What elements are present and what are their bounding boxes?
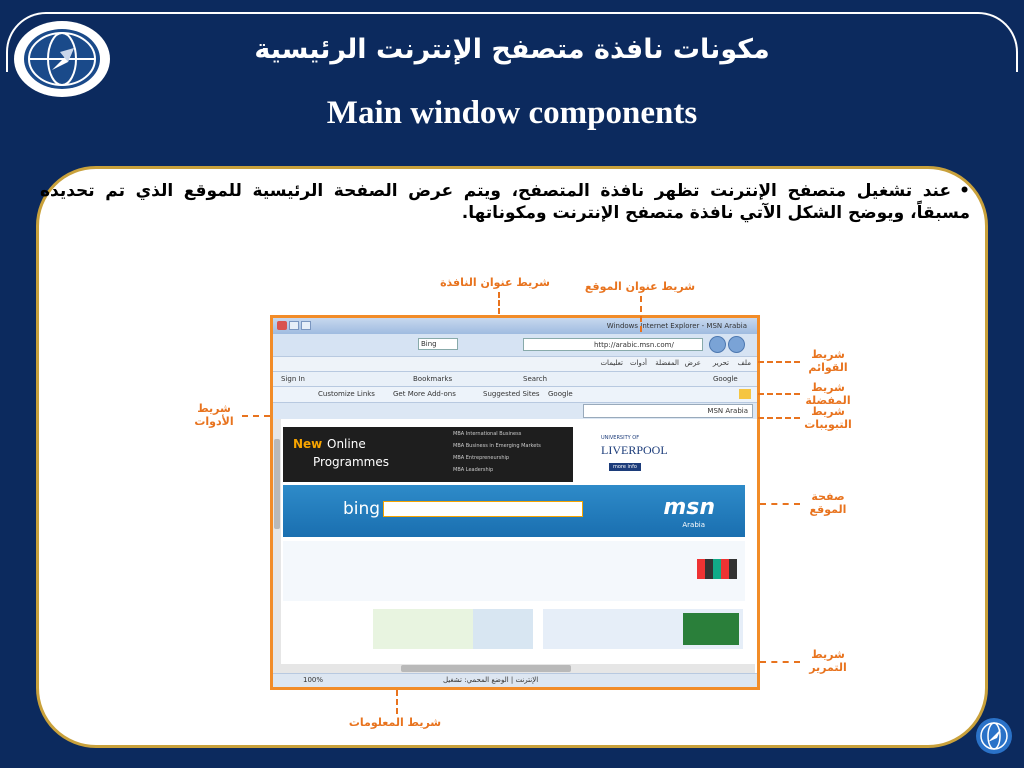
browser-title-bar (273, 318, 757, 334)
bullet-paragraph (40, 180, 970, 224)
favorites-item[interactable]: Suggested Sites (483, 390, 540, 398)
annotation-line (760, 503, 800, 505)
browser-screenshot (270, 315, 760, 690)
scroll-thumb[interactable] (274, 439, 280, 529)
banner-link[interactable]: MBA Business in Emerging Markets (453, 443, 541, 449)
forward-button[interactable] (709, 336, 726, 353)
favorites-item[interactable]: Google (548, 390, 573, 398)
msn-sub: Arabia (682, 521, 705, 529)
university-logo (573, 427, 683, 482)
browser-google-toolbar (273, 371, 757, 387)
menu-item[interactable]: أدوات (630, 359, 647, 367)
slide-title-arabic: مكونات نافذة متصفح الإنترنت الرئيسية (254, 34, 770, 65)
ad-image (473, 609, 533, 649)
annotation-line (758, 393, 800, 395)
bing-logo: bing (343, 499, 381, 519)
address-text: http://arabic.msn.com/ (594, 341, 674, 349)
favorites-item[interactable]: Customize Links (318, 390, 375, 398)
bing-search-input[interactable] (383, 501, 583, 517)
annotation-line (640, 296, 642, 332)
menu-item[interactable]: تحرير (712, 359, 729, 367)
flag-image (683, 613, 739, 645)
annotation-line (396, 690, 398, 714)
vertical-scrollbar[interactable] (273, 419, 281, 673)
horizontal-scrollbar[interactable] (281, 664, 755, 673)
annotation-tabs-bar: شريط التبويبات (804, 405, 852, 431)
annotation-menu-bar: شريط القوائم (808, 348, 848, 374)
more-info-button[interactable]: more info (609, 463, 641, 471)
browser-tab[interactable] (583, 404, 753, 418)
annotation-line (760, 661, 800, 663)
web-page-area (273, 419, 757, 673)
browser-menu-bar (273, 356, 757, 371)
menu-item[interactable]: ملف (737, 359, 751, 367)
browser-favorites-bar (273, 386, 757, 402)
h-scroll-thumb[interactable] (401, 665, 571, 672)
browser-tabs-bar (273, 402, 757, 419)
bullet-text: عند تشغيل متصفح الإنترنت تظهر نافذة المتصفح، ويتم عرض الصفحة الرئيسية للموقع الذي تم تحديده مسبقاً، ويوضح الشكل الآتي نافذة متصفح الإنترنت ومكوناتها. (40, 181, 970, 223)
star-icon[interactable] (739, 389, 751, 399)
banner-link[interactable]: MBA Leadership (453, 467, 494, 473)
slide-title-english: Main window components (326, 95, 698, 131)
globe-logo-icon (12, 18, 112, 100)
maximize-icon (289, 321, 299, 330)
search-box[interactable] (418, 338, 458, 350)
annotation-web-page: صفحة الموقع (809, 490, 847, 516)
status-text: الإنترنت | الوضع المحمي: تشغيل (443, 676, 539, 684)
banner-new: New (293, 437, 323, 451)
window-title-text: Windows Internet Explorer - MSN Arabia (606, 322, 747, 330)
annotation-line (758, 417, 800, 419)
ad-box[interactable] (373, 609, 473, 649)
annotation-status-bar: شريط المعلومات (348, 716, 442, 729)
favorites-item[interactable]: Get More Add-ons (393, 390, 456, 398)
annotation-line (758, 361, 800, 363)
link-grid (283, 541, 745, 601)
ad-banner[interactable] (283, 427, 683, 482)
menu-item[interactable]: المفضلة (655, 359, 679, 367)
address-input[interactable] (523, 338, 703, 351)
news-box[interactable] (543, 609, 743, 649)
toolbar-item[interactable]: Search (523, 375, 548, 383)
zoom-level[interactable]: 100% (303, 676, 324, 684)
browser-address-bar (273, 334, 757, 356)
minimize-icon (301, 321, 311, 330)
browser-status-bar (273, 673, 757, 688)
bottom-ads (283, 605, 745, 657)
annotation-address-bar: شريط عنوان الموقع (584, 280, 696, 293)
close-icon (277, 321, 287, 330)
annotation-tools-bar: شريط الأدوات (194, 402, 234, 428)
banner-online: Online (327, 437, 366, 451)
banner-link[interactable]: MBA Entrepreneurship (453, 455, 510, 461)
msn-logo: msn (663, 495, 715, 520)
toolbar-item[interactable]: Google (713, 375, 738, 383)
annotation-favorites-bar: شريط المفضلة (805, 381, 851, 407)
search-engine-label: Bing (421, 340, 437, 348)
corner-globe-icon (974, 716, 1014, 756)
annotation-line (498, 292, 500, 314)
color-swatches (697, 559, 737, 579)
toolbar-item[interactable]: Sign In (281, 375, 305, 383)
bullet-dot: • (959, 181, 970, 201)
toolbar-item[interactable]: Bookmarks (413, 375, 453, 383)
msn-header (283, 485, 745, 537)
banner-link[interactable]: MBA International Business (453, 431, 522, 437)
tab-label: MSN Arabia (707, 407, 748, 415)
banner-programmes: Programmes (313, 455, 389, 469)
menu-item[interactable]: عرض (684, 359, 701, 367)
university-name: LIVERPOOL (601, 443, 668, 457)
university-top: UNIVERSITY OF (601, 435, 640, 441)
menu-item[interactable]: تعليمات (600, 359, 623, 367)
annotation-scroll-bar: شريط التمرير (809, 648, 847, 674)
annotation-line (242, 415, 270, 417)
annotation-title-bar: شريط عنوان النافذة (440, 276, 550, 289)
back-button[interactable] (728, 336, 745, 353)
